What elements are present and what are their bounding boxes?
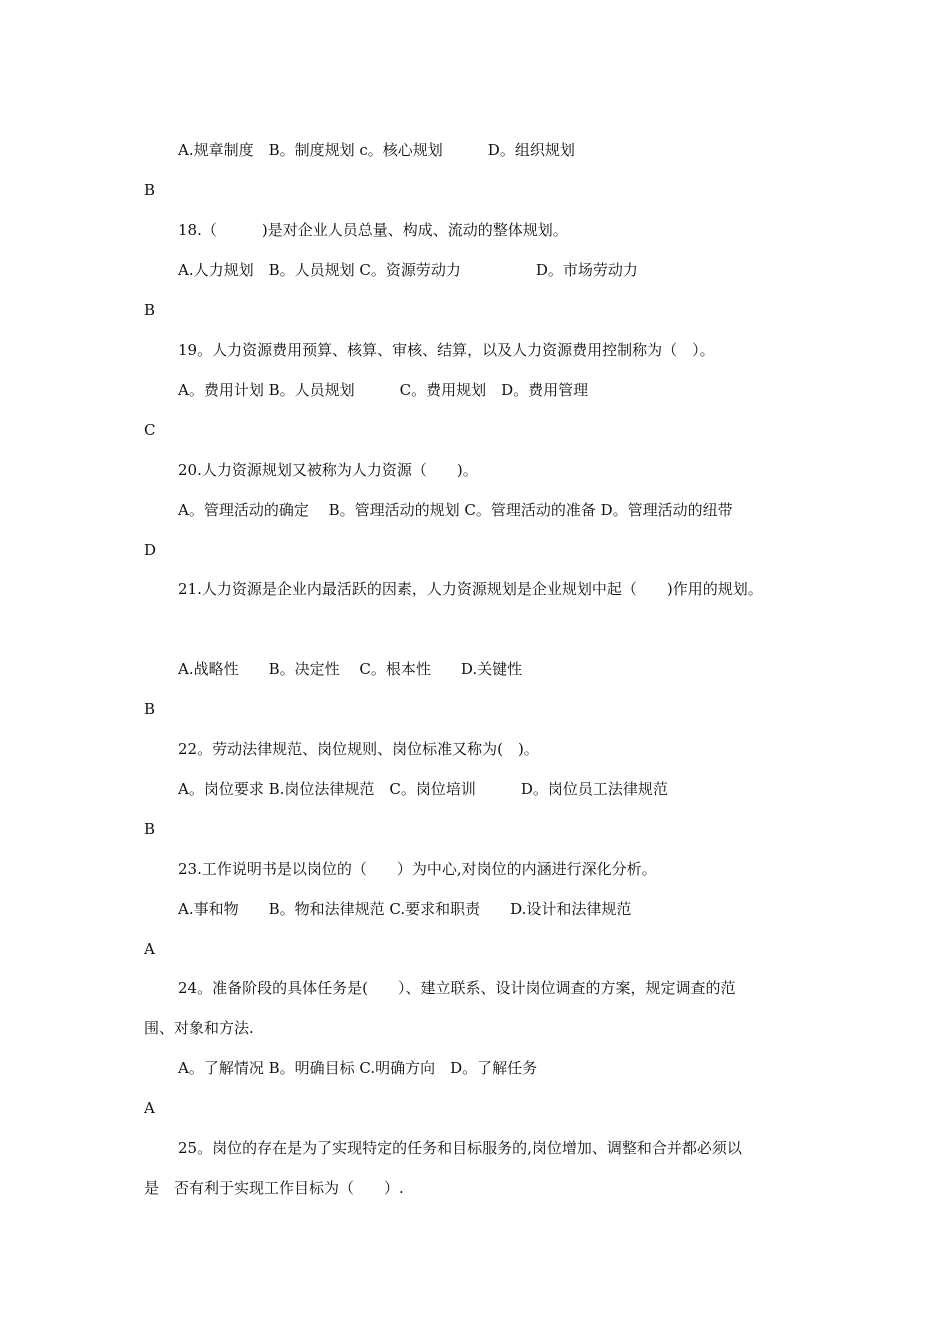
q22-answer: B [144, 820, 156, 838]
q17-answer: B [144, 181, 156, 199]
q20-answer: D [144, 541, 157, 559]
q21-answer: B [144, 700, 156, 718]
q22-options: A。岗位要求 B.岗位法律规范 C。岗位培训 D。岗位员工法律规范 [178, 780, 668, 798]
q23-options: A.事和物 B。物和法律规范 C.要求和职责 D.设计和法律规范 [178, 900, 632, 918]
q24-question-continued: 围、对象和方法. [144, 1019, 254, 1037]
q23-answer: A [144, 940, 155, 958]
q25-question-continued: 是 否有利于实现工作目标为（ ）. [144, 1179, 404, 1197]
q21-options: A.战略性 B。决定性 C。根本性 D.关键性 [178, 660, 523, 678]
q19-question: 19。人力资源费用预算、核算、审核、结算，以及人力资源费用控制称为（ ）。 [178, 341, 715, 359]
q21-question: 21.人力资源是企业内最活跃的因素，人力资源规划是企业规划中起（ )作用的规划。 [178, 580, 763, 598]
q24-answer: A [144, 1099, 155, 1117]
q24-options: A。了解情况 B。明确目标 C.明确方向 D。了解任务 [178, 1059, 538, 1077]
q20-question: 20.人力资源规划又被称为人力资源（ )。 [178, 461, 478, 479]
q19-answer: C [144, 421, 156, 439]
q17-options: A.规章制度 B。制度规划 c。核心规划 D。组织规划 [178, 141, 575, 159]
q20-options: A。管理活动的确定 B。管理活动的规划 C。管理活动的准备 D。管理活动的纽带 [178, 501, 733, 519]
q25-question: 25。岗位的存在是为了实现特定的任务和目标服务的,岗位增加、调整和合并都必须以 [178, 1139, 742, 1157]
q23-question: 23.工作说明书是以岗位的（ ）为中心,对岗位的内涵进行深化分析。 [178, 860, 657, 878]
q22-question: 22。劳动法律规范、岗位规则、岗位标准又称为( )。 [178, 740, 539, 758]
q18-options: A.人力规划 B。人员规划 C。资源劳动力 D。市场劳动力 [178, 261, 638, 279]
q24-question: 24。准备阶段的具体任务是( ）、建立联系、设计岗位调查的方案，规定调查的范 [178, 979, 736, 997]
q18-question: 18.（ )是对企业人员总量、构成、流动的整体规划。 [178, 221, 568, 239]
q18-answer: B [144, 301, 156, 319]
q19-options: A。费用计划 B。人员规划 C。费用规划 D。费用管理 [178, 381, 589, 399]
